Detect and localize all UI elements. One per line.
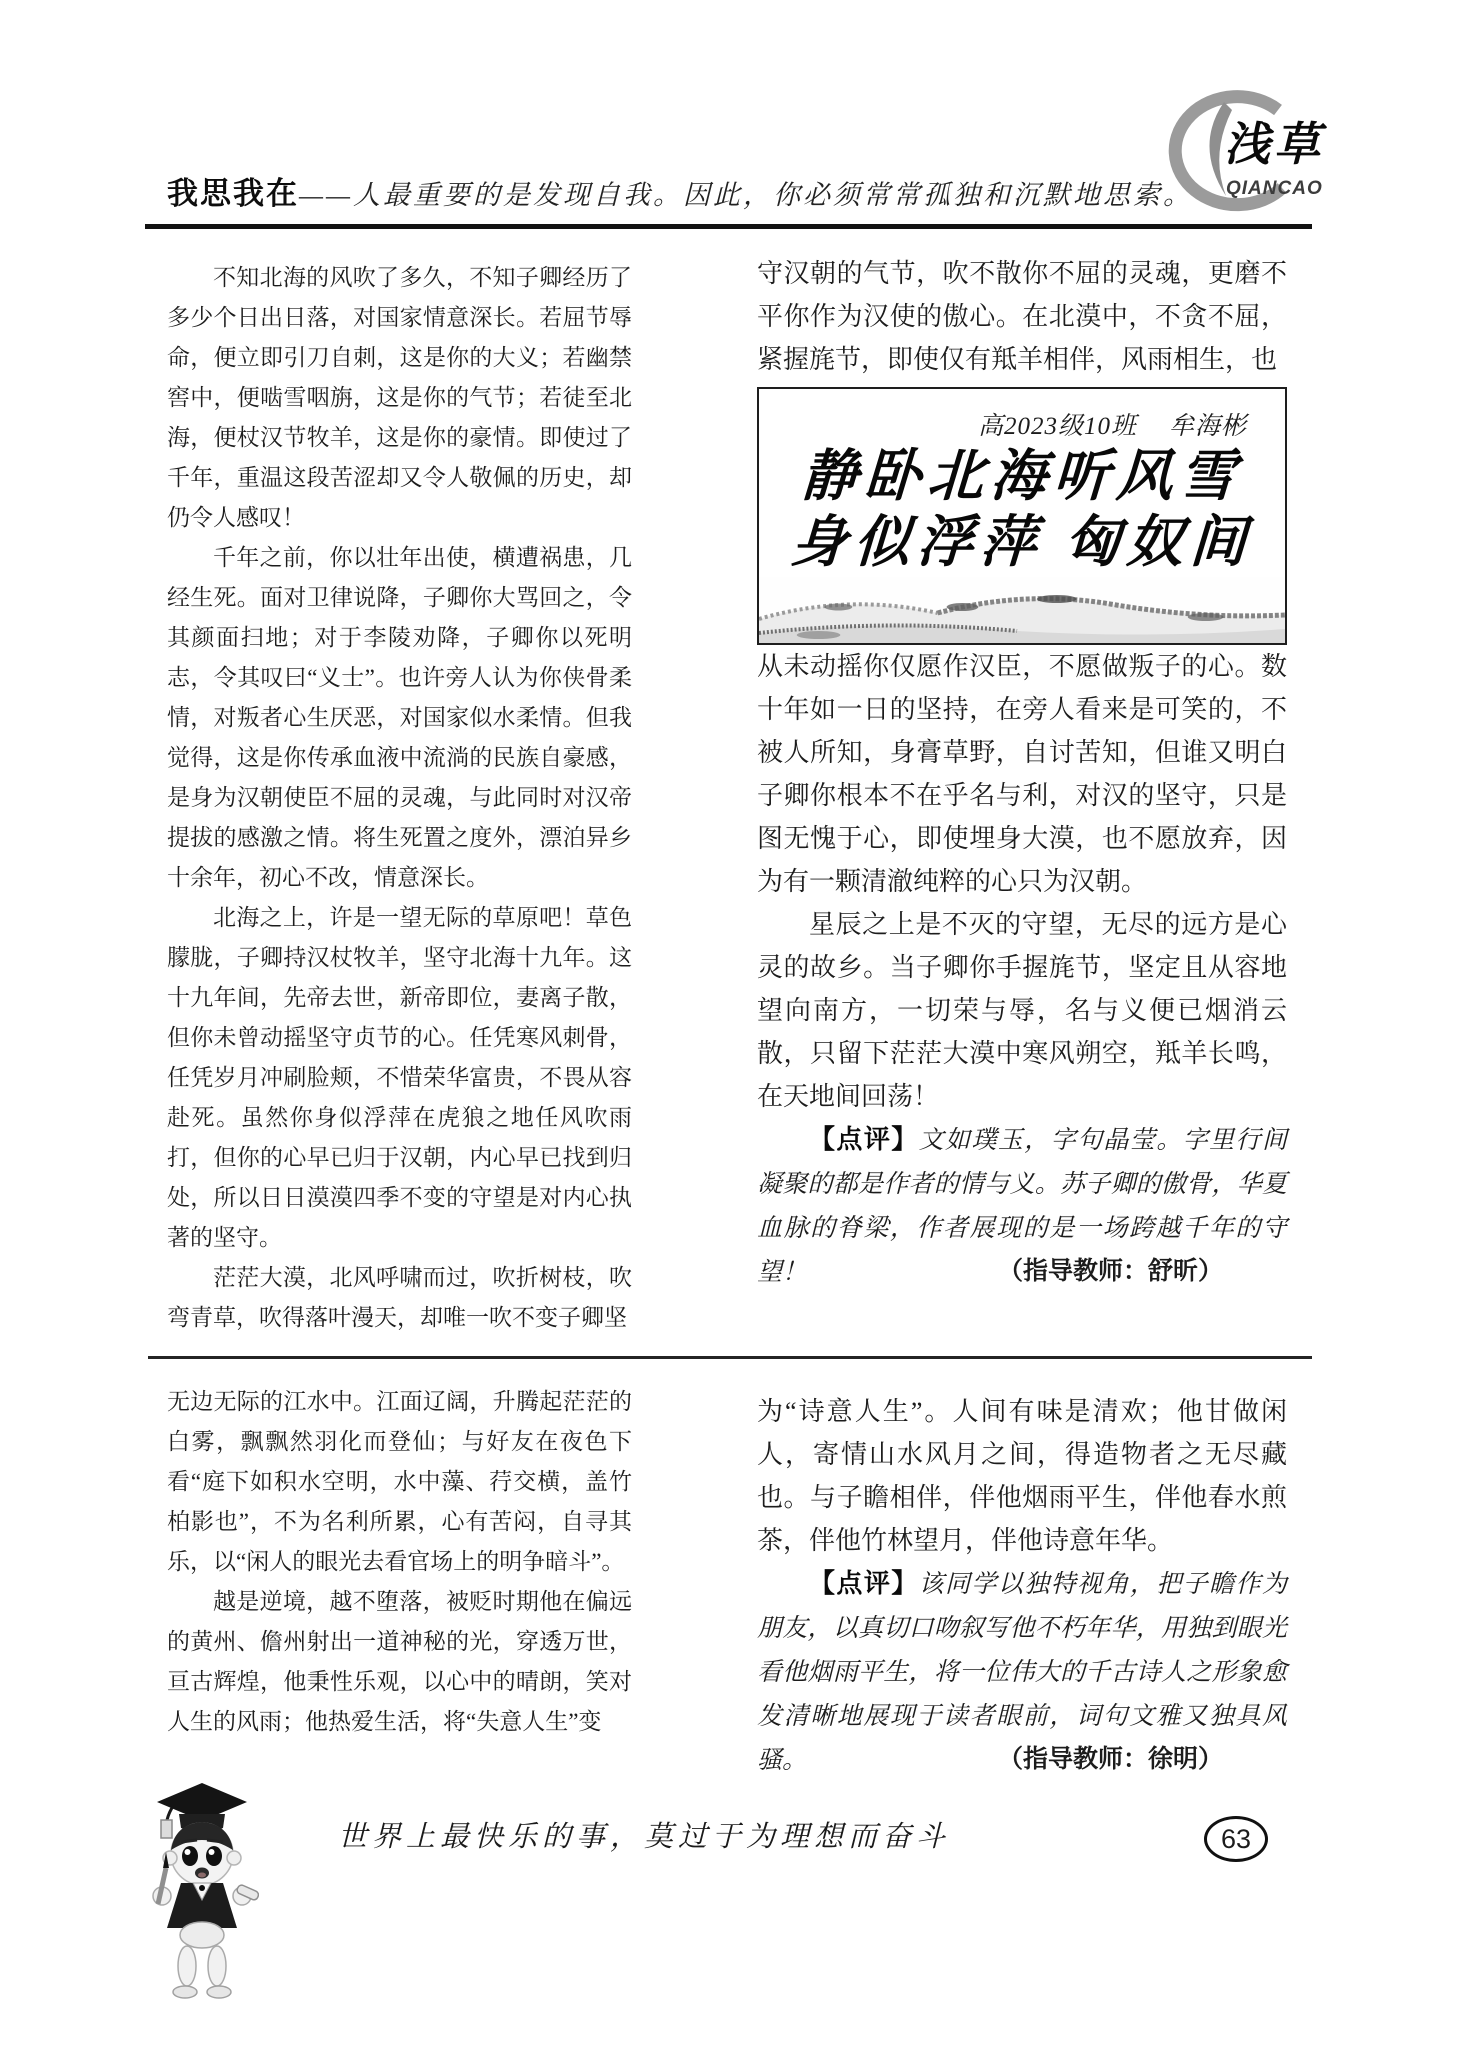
section-divider [148,1356,1312,1359]
snow-hills-image [759,577,1285,643]
paragraph: 守汉朝的气节，吹不散你不屈的灵魂，更磨不平你作为汉使的傲心。在北漠中，不贪不屈，紧握旄节，即使仅有羝羊相伴，风雨相生，也 [757,259,1287,374]
essay-title-box [757,387,1287,645]
graduate-baby-icon [145,1770,259,2018]
author-name: 牟海彬 [1168,413,1247,440]
review-body: 文如璞玉，字句晶莹。字里行间凝聚的都是作者的情与义。苏子卿的傲骨，华夏血脉的脊梁，作者展现的是一场跨越千年的守望！ [757,1127,1287,1286]
essay1-right-column [757,252,1287,1294]
paragraph: 无边无际的江水中。江面辽阔，升腾起茫茫的白雾，飘飘然羽化而登仙；与好友在夜色下看“庭下如积水空明，水中藻、荇交横，盖竹柏影也”，不为名利所累，心有苦闷，自寻其乐，以“闲人的眼光去看官场上的明争暗斗”。 [167,1389,632,1574]
page-number: 63 [1204,1816,1268,1862]
page-header [167,168,1193,213]
essay2-left-column [167,1382,632,1742]
review-teacher: （指导教师：舒昕） [997,1257,1223,1285]
review-block [757,1118,1287,1294]
paragraph: 为“诗意人生”。人间有味是清欢；他甘做闲人，寄情山水风月之间，得造物者之无尽藏也。与子瞻相伴，伴他烟雨平生，伴他春水煎茶，伴他竹林望月，伴他诗意年华。 [757,1397,1287,1555]
review-body: 该同学以独特视角，把子瞻作为朋友，以真切口吻叙写他不朽年华，用独到眼光看他烟雨平生，将一位伟大的千古诗人之形象愈发清晰地展现于读者眼前，词句文雅又独具风骚。 [757,1571,1287,1774]
paragraph: 千年之前，你以壮年出使，横遭祸患，几经生死。面对卫律说降，子卿你大骂回之，令其颜面扫地；对于李陵劝降，子卿你以死明志，令其叹曰“义士”。也许旁人认为你侠骨柔情，对叛者心生厌恶，对国家似水柔情。但我觉得，这是你传承血液中流淌的民族自豪感，是身为汉朝使臣不屈的灵魂，与此同时对汉帝提拔的感激之情。将生死置之度外，漂泊异乡十余年，初心不改，情意深长。 [167,545,632,890]
review-block [757,1562,1287,1782]
essay1-left-column [167,258,632,1338]
essay-title-line1: 静卧北海听风雪 [799,446,1245,508]
footer-motto: 世界上最快乐的事，莫过于为理想而奋斗 [338,1821,951,1853]
qiancao-logo [1128,84,1340,224]
review-label: 【点评】 [809,1568,919,1598]
logo-swirl-icon [1128,84,1340,224]
paragraph: 茫茫大漠，北风呼啸而过，吹折树枝，吹弯青草，吹得落叶漫天，却唯一吹不变子卿坚 [167,1265,632,1330]
paragraph: 从未动摇你仅愿作汉臣，不愿做叛子的心。数十年如一日的坚持，在旁人看来是可笑的，不被人所知，身膏草野，自讨苦知，但谁又明白子卿你根本不在乎名与利，对汉的坚守，只是图无愧于心，即使埋身大漠，也不愿放弃，因为有一颗清澈纯粹的心只为汉朝。 [757,652,1287,896]
paragraph: 越是逆境，越不堕落，被贬时期他在偏远的黄州、儋州射出一道神秘的光，穿透万世，亘古辉煌，他秉性乐观，以心中的晴朗，笑对人生的风雨；他热爱生活，将“失意人生”变 [167,1589,632,1734]
class-label: 高2023级10班 [977,413,1137,440]
review-teacher: （指导教师：徐明） [997,1745,1223,1773]
paragraph: 北海之上，许是一望无际的草原吧！草色朦胧，子卿持汉杖牧羊，坚守北海十九年。这十九年间，先帝去世，新帝即位，妻离子散，但你未曾动摇坚守贞节的心。任凭寒风刺骨，任凭岁月冲刷脸颊，不惜荣华富贵，不畏从容赴死。虽然你身似浮萍在虎狼之地任风吹雨打，但你的心早已归于汉朝，内心早已找到归处，所以日日漠漠四季不变的守望是对内心执著的坚守。 [167,905,632,1250]
essay-byline [978,405,1247,448]
review-label: 【点评】 [809,1124,919,1154]
header-slogan: ——人最重要的是发现自我。因此，你必须常常孤独和沉默地思索。 [299,180,1194,210]
mascot-image [145,1770,259,2018]
paragraph: 星辰之上是不灭的守望，无尽的远方是心灵的故乡。当子卿你手握旄节，坚定且从容地望向南方，一切荣与辱，名与义便已烟消云散，只留下茫茫大漠中寒风朔空，羝羊长鸣，在天地间回荡！ [757,910,1287,1111]
paragraph: 不知北海的风吹了多久，不知子卿经历了多少个日出日落，对国家情意深长。若屈节辱命，便立即引刀自刺，这是你的大义；若幽禁窖中，便啮雪咽旃，这是你的气节；若徒至北海，便杖汉节牧羊，这是你的豪情。即使过了千年，重温这段苦涩却又令人敬佩的历史，却仍令人感叹！ [167,265,632,530]
header-rule [145,224,1312,229]
essay-title-line2: 身似浮萍 匈奴间 [789,512,1255,574]
logo-cn-text: 浅草 [1224,119,1324,170]
essay2-right-column [757,1390,1287,1782]
column-title: 我思我在 [167,176,299,211]
logo-en-text: QIANCAO [1226,178,1323,199]
